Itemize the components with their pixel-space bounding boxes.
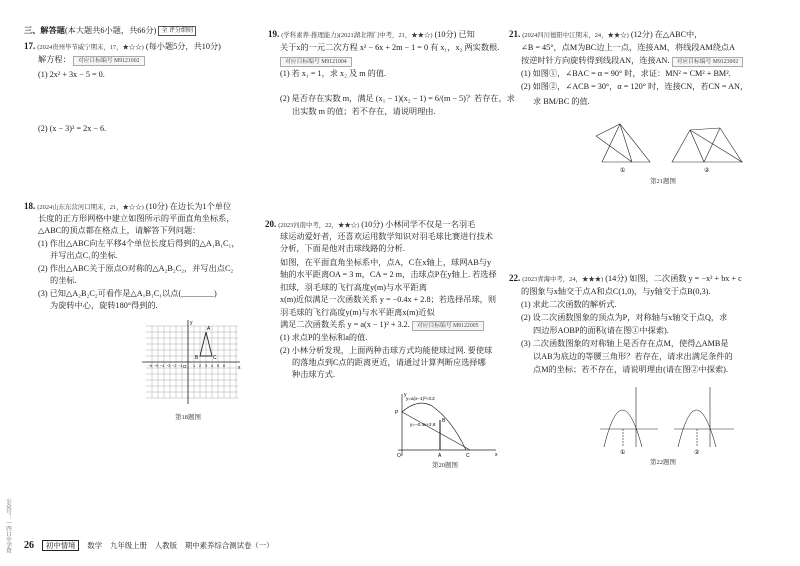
q19-target-code: 对应目标编号 M9121004	[280, 57, 352, 67]
q19-part2-cont: 出实数 m 的值；若不存在，请说明理由.	[292, 107, 436, 116]
q18-line: (1) 作出△ABC向左平移4个单位长度后得到的△A₁B₁C₁，	[38, 239, 240, 248]
q22-caption: 第22题图	[650, 459, 676, 466]
section-heading: 三、解答题(本大题共6小题，共66分) 全 评分细则	[24, 24, 196, 37]
brand-logo: 初中情境	[42, 540, 80, 551]
svg-text:−1: −1	[178, 364, 183, 368]
q18-grid-figure	[138, 318, 243, 408]
q21-target-code: 对应目标编号 M9123002	[672, 57, 744, 67]
q21-figures	[592, 118, 782, 174]
q22-part3-cont: 点M的坐标；若不存在，请说明理由(请在图②中探索).	[533, 365, 728, 374]
q18-line: △ABC的顶点都在格点上，请解答下列问题：	[38, 226, 201, 235]
q21-fig2-label: ②	[704, 168, 710, 174]
q18-line: 为旋转中心，旋转180°得到的.	[50, 301, 158, 310]
q20-caption: 第20题图	[432, 462, 458, 469]
q20-header: 20. (2023河南中考，22，★★☆) (10分) 小林同学不仅是一名羽毛	[265, 219, 476, 229]
q22-part2: (2) 设二次函数图象的顶点为P，对称轴与x轴交于点Q，求	[521, 313, 728, 322]
axis-label-y: y	[190, 320, 193, 326]
q20-part2: (2) 小林分析发现，上面两种击球方式均能使球过网. 要使球	[280, 346, 493, 355]
origin-label: O	[183, 364, 187, 369]
q20-line: 羽毛球的飞行高度y(m)与水平距离x(m)近似	[280, 308, 435, 317]
q18-line: 的坐标.	[50, 276, 77, 285]
label-a: A	[438, 453, 442, 459]
q21-line: ∠B = 45°，点M为BC边上一点，连接AM，将线段AM绕点A	[521, 43, 735, 52]
q19-intro: 关于x的一元二次方程 x² − 6x + 2m − 1 = 0 有 x₁，x₂ 两实数根.	[280, 43, 500, 52]
label-o: O	[397, 453, 401, 459]
svg-text:−3: −3	[166, 364, 171, 368]
q20-line: 球运动爱好者，还喜欢运用数学知识对羽毛球比赛进行技术	[280, 232, 493, 241]
side-watermark: 公众号：一四口中学资	[5, 498, 11, 553]
x-ticks-negative	[148, 364, 182, 368]
q17-target-code: 对应目标编号 M9121002	[73, 56, 145, 66]
q22-line: 的图象与x轴交于点A和点C(1,0)，与y轴交于点B(0,3).	[521, 287, 711, 296]
scoring-badge[interactable]: 全 评分细则	[158, 26, 196, 36]
label-p: P	[395, 410, 399, 416]
page-number: 26	[24, 540, 34, 551]
q19-part1: (1) 若 x₁ = 1，求 x₂ 及 m 的值.	[280, 69, 387, 78]
svg-text:−4: −4	[160, 364, 165, 368]
paper-title: 期中素养综合测试卷（一）	[184, 541, 274, 550]
svg-text:6: 6	[223, 364, 226, 368]
svg-text:5: 5	[217, 364, 220, 368]
q18-caption: 第18题图	[175, 414, 201, 421]
q22-fig2-label: ②	[694, 450, 700, 455]
vertex-c: C	[213, 355, 217, 361]
q21-part2-cont: 求 BM/BC 的值.	[533, 97, 590, 106]
q20-part1: (1) 求点P的坐标和a的值.	[280, 333, 368, 342]
q22-fig1-label: ①	[620, 450, 626, 455]
label-b: B	[442, 418, 446, 424]
svg-text:3: 3	[205, 364, 208, 368]
q22-figures	[598, 385, 738, 455]
q21-caption: 第21题图	[650, 178, 676, 185]
q18-line: (2) 作出△ABC关于原点O对称的△A₂B₂C₂，并写出点C₂	[38, 264, 234, 273]
q20-line: 分析，下面是他对击球线路的分析.	[280, 244, 405, 253]
q19-code-row	[280, 54, 352, 67]
svg-text:−5: −5	[154, 364, 159, 368]
q22-part2-cont: 四边形AOBP的面积(请在图①中探索).	[533, 326, 669, 335]
q17-part2: (2) (x − 3)² = 2x − 6.	[38, 124, 107, 133]
q20-line: 满足二次函数关系 y = a(x − 1)² + 3.2. 对应目标编号 M9122005	[280, 318, 484, 331]
q17-part1: (1) 2x² + 3x − 5 = 0.	[38, 70, 105, 79]
q20-line: 轴的水平距离OA = 3 m，CA = 2 m，击球点P在y轴上. 若选择	[280, 270, 497, 279]
page-footer	[24, 540, 280, 551]
q20-badminton-figure	[392, 390, 502, 460]
q22-header: 22. (2023青海中考，24，★★★) (14分) 如图，二次函数 y = −x² + bx + c	[509, 273, 742, 283]
svg-text:1: 1	[193, 364, 196, 368]
axis-label-x: x	[495, 452, 498, 458]
vertex-a: A	[207, 326, 211, 332]
curve1-label: y=a(x−1)²+3.2	[406, 396, 435, 401]
q21-fig1-label: ①	[620, 168, 626, 174]
q22-part3-cont: 以AB为底边的等腰三角形？若存在，请求出满足条件的	[533, 352, 733, 361]
q21-header: 21. (2024四川德阳中江期末，24，★★☆) (12分) 在△ABC中，	[509, 29, 703, 39]
q20-target-code: 对应目标编号 M9122005	[412, 321, 484, 331]
curve2-label: y=−0.4x+2.8	[410, 422, 436, 427]
svg-text:−2: −2	[172, 364, 177, 368]
q19-header: 19. (学科素养·推理能力)(2021湖北荆门中考，21，★★☆) (10分) 已知	[268, 29, 475, 39]
vertex-b: B	[195, 355, 199, 361]
q18-line: (3) 已知△A₂B₂C₂可看作是△A₁B₁C₁以点(________)	[38, 289, 217, 298]
q17-intro: 解方程： 对应目标编号 M9121002	[38, 53, 145, 66]
axis-label-x: x	[238, 365, 241, 371]
q22-part1: (1) 求此二次函数的解析式.	[521, 300, 617, 309]
q20-part2-cont: 种击球方式.	[292, 370, 335, 379]
grade-label: 九年级上册	[109, 541, 147, 550]
q20-part2-cont: 的落地点到C点的距离更近，请通过计算判断应选择哪	[292, 358, 486, 367]
subject-label: 数学	[87, 541, 103, 550]
svg-text:4: 4	[211, 364, 214, 368]
x-ticks-positive	[193, 364, 225, 368]
q18-line: 并写出点C₁的坐标.	[50, 251, 118, 260]
q22-part3: (3) 二次函数图象的对称轴上是否存在点M，使得△AMB是	[521, 339, 729, 348]
q17-header: 17. (2024贵州毕节威宁期末，17，★☆☆) (每小题5分，共10分)	[24, 41, 221, 51]
q20-line: 如图，在平面直角坐标系中，点A，C在x轴上，球网AB与y	[280, 258, 492, 267]
q19-part2: (2) 是否存在实数 m，满足 (x₁ − 1)(x₂ − 1) = 6/(m − 5)？若存在，求	[280, 94, 515, 103]
edition-label: 人教版	[154, 541, 177, 550]
q21-part2: (2) 如图②，∠ACB = 30°，α = 120° 时，连接CN，若CN = AN，	[521, 82, 749, 91]
q18-header: 18. (2024山东东营河口期末，21，★☆☆) (10分) 在边长为1个单位	[24, 201, 232, 211]
q21-part1: (1) 如图①，∠BAC = α = 90° 时，求证：MN² = CM² + BM².	[521, 69, 731, 78]
q20-line: x(m)近似满足一次函数关系 y = −0.4x + 2.8；若选择吊球，则	[280, 295, 497, 304]
svg-text:2: 2	[199, 364, 202, 368]
line-smash	[402, 412, 470, 450]
svg-text:−6: −6	[148, 364, 153, 368]
q18-line: 长度的正方形网格中建立如图所示的平面直角坐标系，	[38, 214, 235, 223]
q20-line: 扣球，羽毛球的飞行高度y(m)与水平距离	[280, 283, 427, 292]
label-c: C	[466, 453, 470, 459]
axis-label-y: y	[404, 392, 407, 398]
q21-line: 按逆时针方向旋转得到线段AN，连接AN. 对应目标编号 M9123002	[521, 54, 743, 67]
